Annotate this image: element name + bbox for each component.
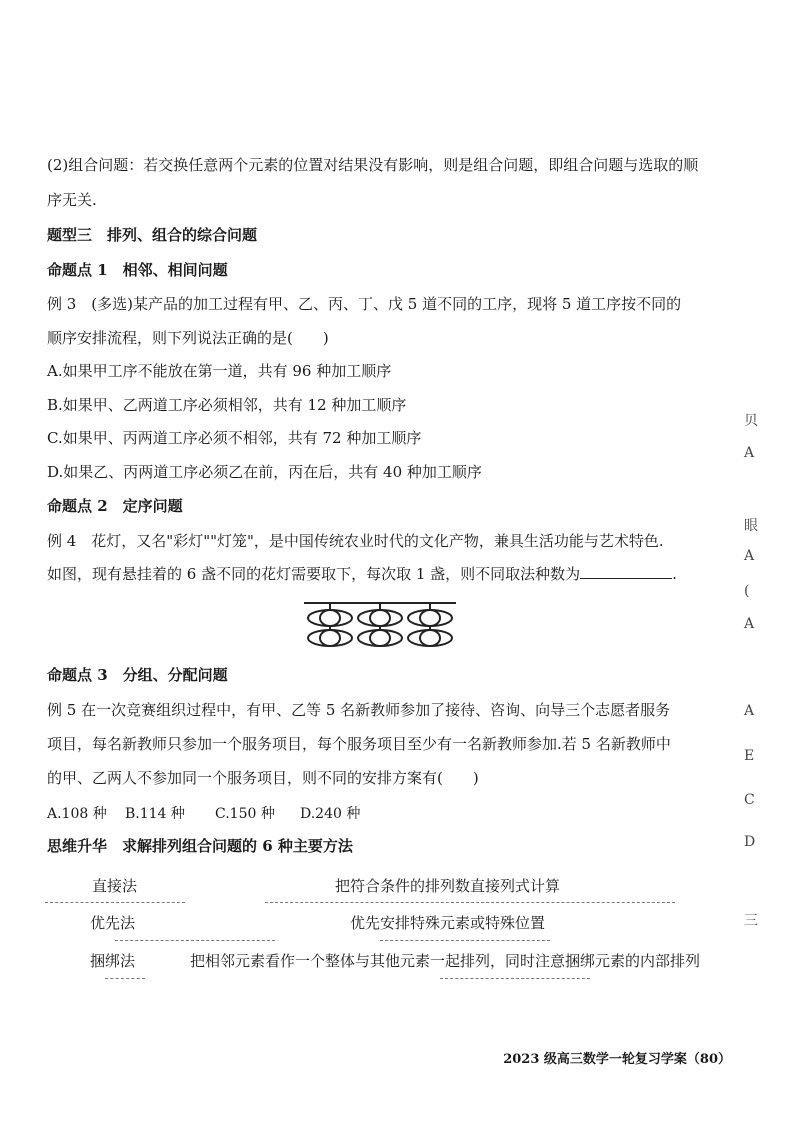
edge-glyph-11: 三 bbox=[744, 913, 758, 929]
edge-glyph-9: C bbox=[744, 792, 755, 808]
example3-option-d: D.如果乙、丙两道工序必须乙在前，丙在后，共有 40 种加工顺序 bbox=[47, 463, 482, 481]
table-rule-2a bbox=[115, 940, 275, 941]
intro-line-2: 序无关. bbox=[47, 191, 97, 209]
example5-option-b: B.114 种 bbox=[125, 806, 185, 822]
edge-glyph-8: E bbox=[744, 748, 755, 764]
example5-option-d: D.240 种 bbox=[300, 806, 361, 822]
example3-line-1: 例 3 (多选)某产品的加工过程有甲、乙、丙、丁、戊 5 道不同的工序，现将 5 道工序按不同的 bbox=[47, 295, 682, 313]
section-title: 题型三 排列、组合的综合问题 bbox=[47, 226, 258, 244]
example5-option-c: C.150 种 bbox=[215, 806, 275, 822]
example3-line-2: 顺序安排流程，则下列说法正确的是( ) bbox=[47, 329, 329, 347]
lantern-column-1 bbox=[308, 603, 352, 646]
lanterns-illustration bbox=[300, 600, 460, 652]
example5-line-3: 的甲、乙两人不参加同一个服务项目，则不同的安排方案有( ) bbox=[47, 769, 479, 787]
example4-line-2 bbox=[47, 564, 677, 584]
example4-line-2-text: 如图，现有悬挂着的 6 盏不同的花灯需要取下，每次取 1 盏，则不同取法种数为 bbox=[47, 565, 581, 583]
example5-line-2: 项目，每名新教师只参加一个服务项目，每个服务项目至少有一名新教师参加.若 5 名新教师中 bbox=[47, 735, 671, 753]
method-name-bundle: 捆绑法 bbox=[90, 952, 136, 970]
lantern-column-3 bbox=[408, 603, 452, 646]
edge-glyph-3: 眼 bbox=[744, 518, 758, 534]
topic1-title: 命题点 1 相邻、相间问题 bbox=[47, 261, 228, 279]
method-desc-priority: 优先安排特殊元素或特殊位置 bbox=[350, 914, 546, 932]
lantern-column-2 bbox=[358, 603, 402, 646]
edge-glyph-6: A bbox=[744, 616, 755, 632]
topic3-title: 命题点 3 分组、分配问题 bbox=[47, 666, 228, 684]
edge-glyph-2: A bbox=[744, 445, 755, 461]
edge-glyph-1: 贝 bbox=[744, 413, 758, 429]
example5-option-a: A.108 种 bbox=[47, 806, 107, 822]
page-footer: 2023 级高三数学一轮复习学案（80） bbox=[503, 1052, 731, 1067]
method-desc-bundle: 把相邻元素看作一个整体与其他元素一起排列，同时注意捆绑元素的内部排列 bbox=[190, 952, 701, 970]
edge-glyph-7: A bbox=[744, 703, 755, 719]
example3-option-c: C.如果甲、丙两道工序必须不相邻，共有 72 种加工顺序 bbox=[47, 429, 422, 447]
example3-option-b: B.如果甲、乙两道工序必须相邻，共有 12 种加工顺序 bbox=[47, 396, 407, 414]
edge-glyph-4: A bbox=[744, 548, 755, 564]
table-rule-3b bbox=[440, 978, 590, 979]
table-rule-1a bbox=[45, 902, 185, 903]
method-name-direct: 直接法 bbox=[92, 877, 138, 895]
lanterns-figure bbox=[300, 600, 460, 652]
example3-option-a: A.如果甲工序不能放在第一道，共有 96 种加工顺序 bbox=[47, 362, 392, 380]
edge-glyph-10: D bbox=[744, 834, 756, 850]
method-desc-direct: 把符合条件的排列数直接列式计算 bbox=[335, 877, 561, 895]
intro-line-1: (2)组合问题：若交换任意两个元素的位置对结果没有影响，则是组合问题，即组合问题与选取的顺 bbox=[47, 156, 699, 174]
topic2-title: 命题点 2 定序问题 bbox=[47, 497, 183, 515]
method-name-priority: 优先法 bbox=[90, 914, 136, 932]
example4-line-2-end: . bbox=[672, 565, 677, 583]
table-rule-3a bbox=[105, 978, 145, 979]
example5-line-1: 例 5 在一次竞赛组织过程中，有甲、乙等 5 名新教师参加了接待、咨询、向导三个志愿者服务 bbox=[47, 701, 671, 719]
example4-line-1: 例 4 花灯，又名"彩灯""灯笼"，是中国传统农业时代的文化产物，兼具生活功能与艺术特色. bbox=[47, 532, 664, 550]
edge-glyph-5: ( bbox=[744, 583, 750, 599]
thinking-title: 思维升华 求解排列组合问题的 6 种主要方法 bbox=[47, 837, 353, 855]
answer-blank bbox=[580, 564, 672, 579]
table-rule-1b bbox=[265, 902, 675, 903]
table-rule-2b bbox=[380, 940, 550, 941]
